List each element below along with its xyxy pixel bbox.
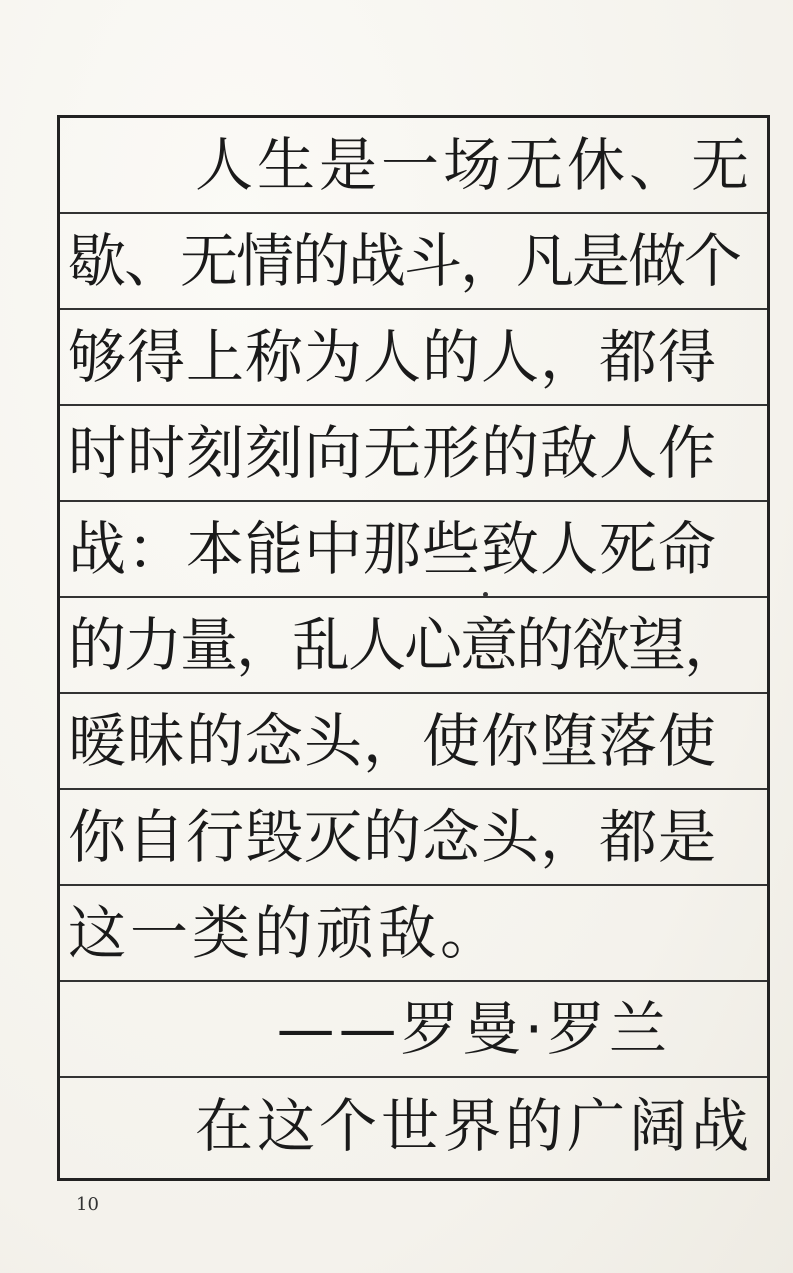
line-text: 你自行毁灭的念头，都是	[68, 803, 718, 871]
page-number: 10	[76, 1194, 99, 1215]
text-line-9	[60, 886, 767, 982]
line-text: 时时刻刻向无形的敌人作	[68, 419, 718, 487]
ink-speck	[483, 592, 488, 597]
text-line-2	[60, 214, 767, 310]
text-line-1	[60, 118, 767, 214]
attribution-line	[60, 982, 767, 1078]
attribution-text: ——罗曼·罗兰	[276, 995, 671, 1063]
line-text: 暧昧的念头，使你堕落使	[68, 707, 718, 775]
text-line-3	[60, 310, 767, 406]
line-text: 在这个世界的广阔战	[194, 1092, 753, 1160]
text-line-6	[60, 598, 767, 694]
text-line-4	[60, 406, 767, 502]
line-text: 战：本能中那些致人死命	[68, 515, 718, 583]
text-line-11	[60, 1078, 767, 1174]
text-line-5	[60, 502, 767, 598]
line-text: 这一类的顽敌。	[68, 899, 503, 967]
line-text: 的力量，乱人心意的欲望，	[68, 611, 741, 679]
line-text: 人生是一场无休、无	[194, 131, 753, 199]
line-text: 够得上称为人的人，都得	[68, 323, 718, 391]
text-line-7	[60, 694, 767, 790]
text-line-8	[60, 790, 767, 886]
line-text: 歇、无情的战斗，凡是做个	[68, 227, 741, 295]
copybook-frame	[57, 115, 770, 1181]
